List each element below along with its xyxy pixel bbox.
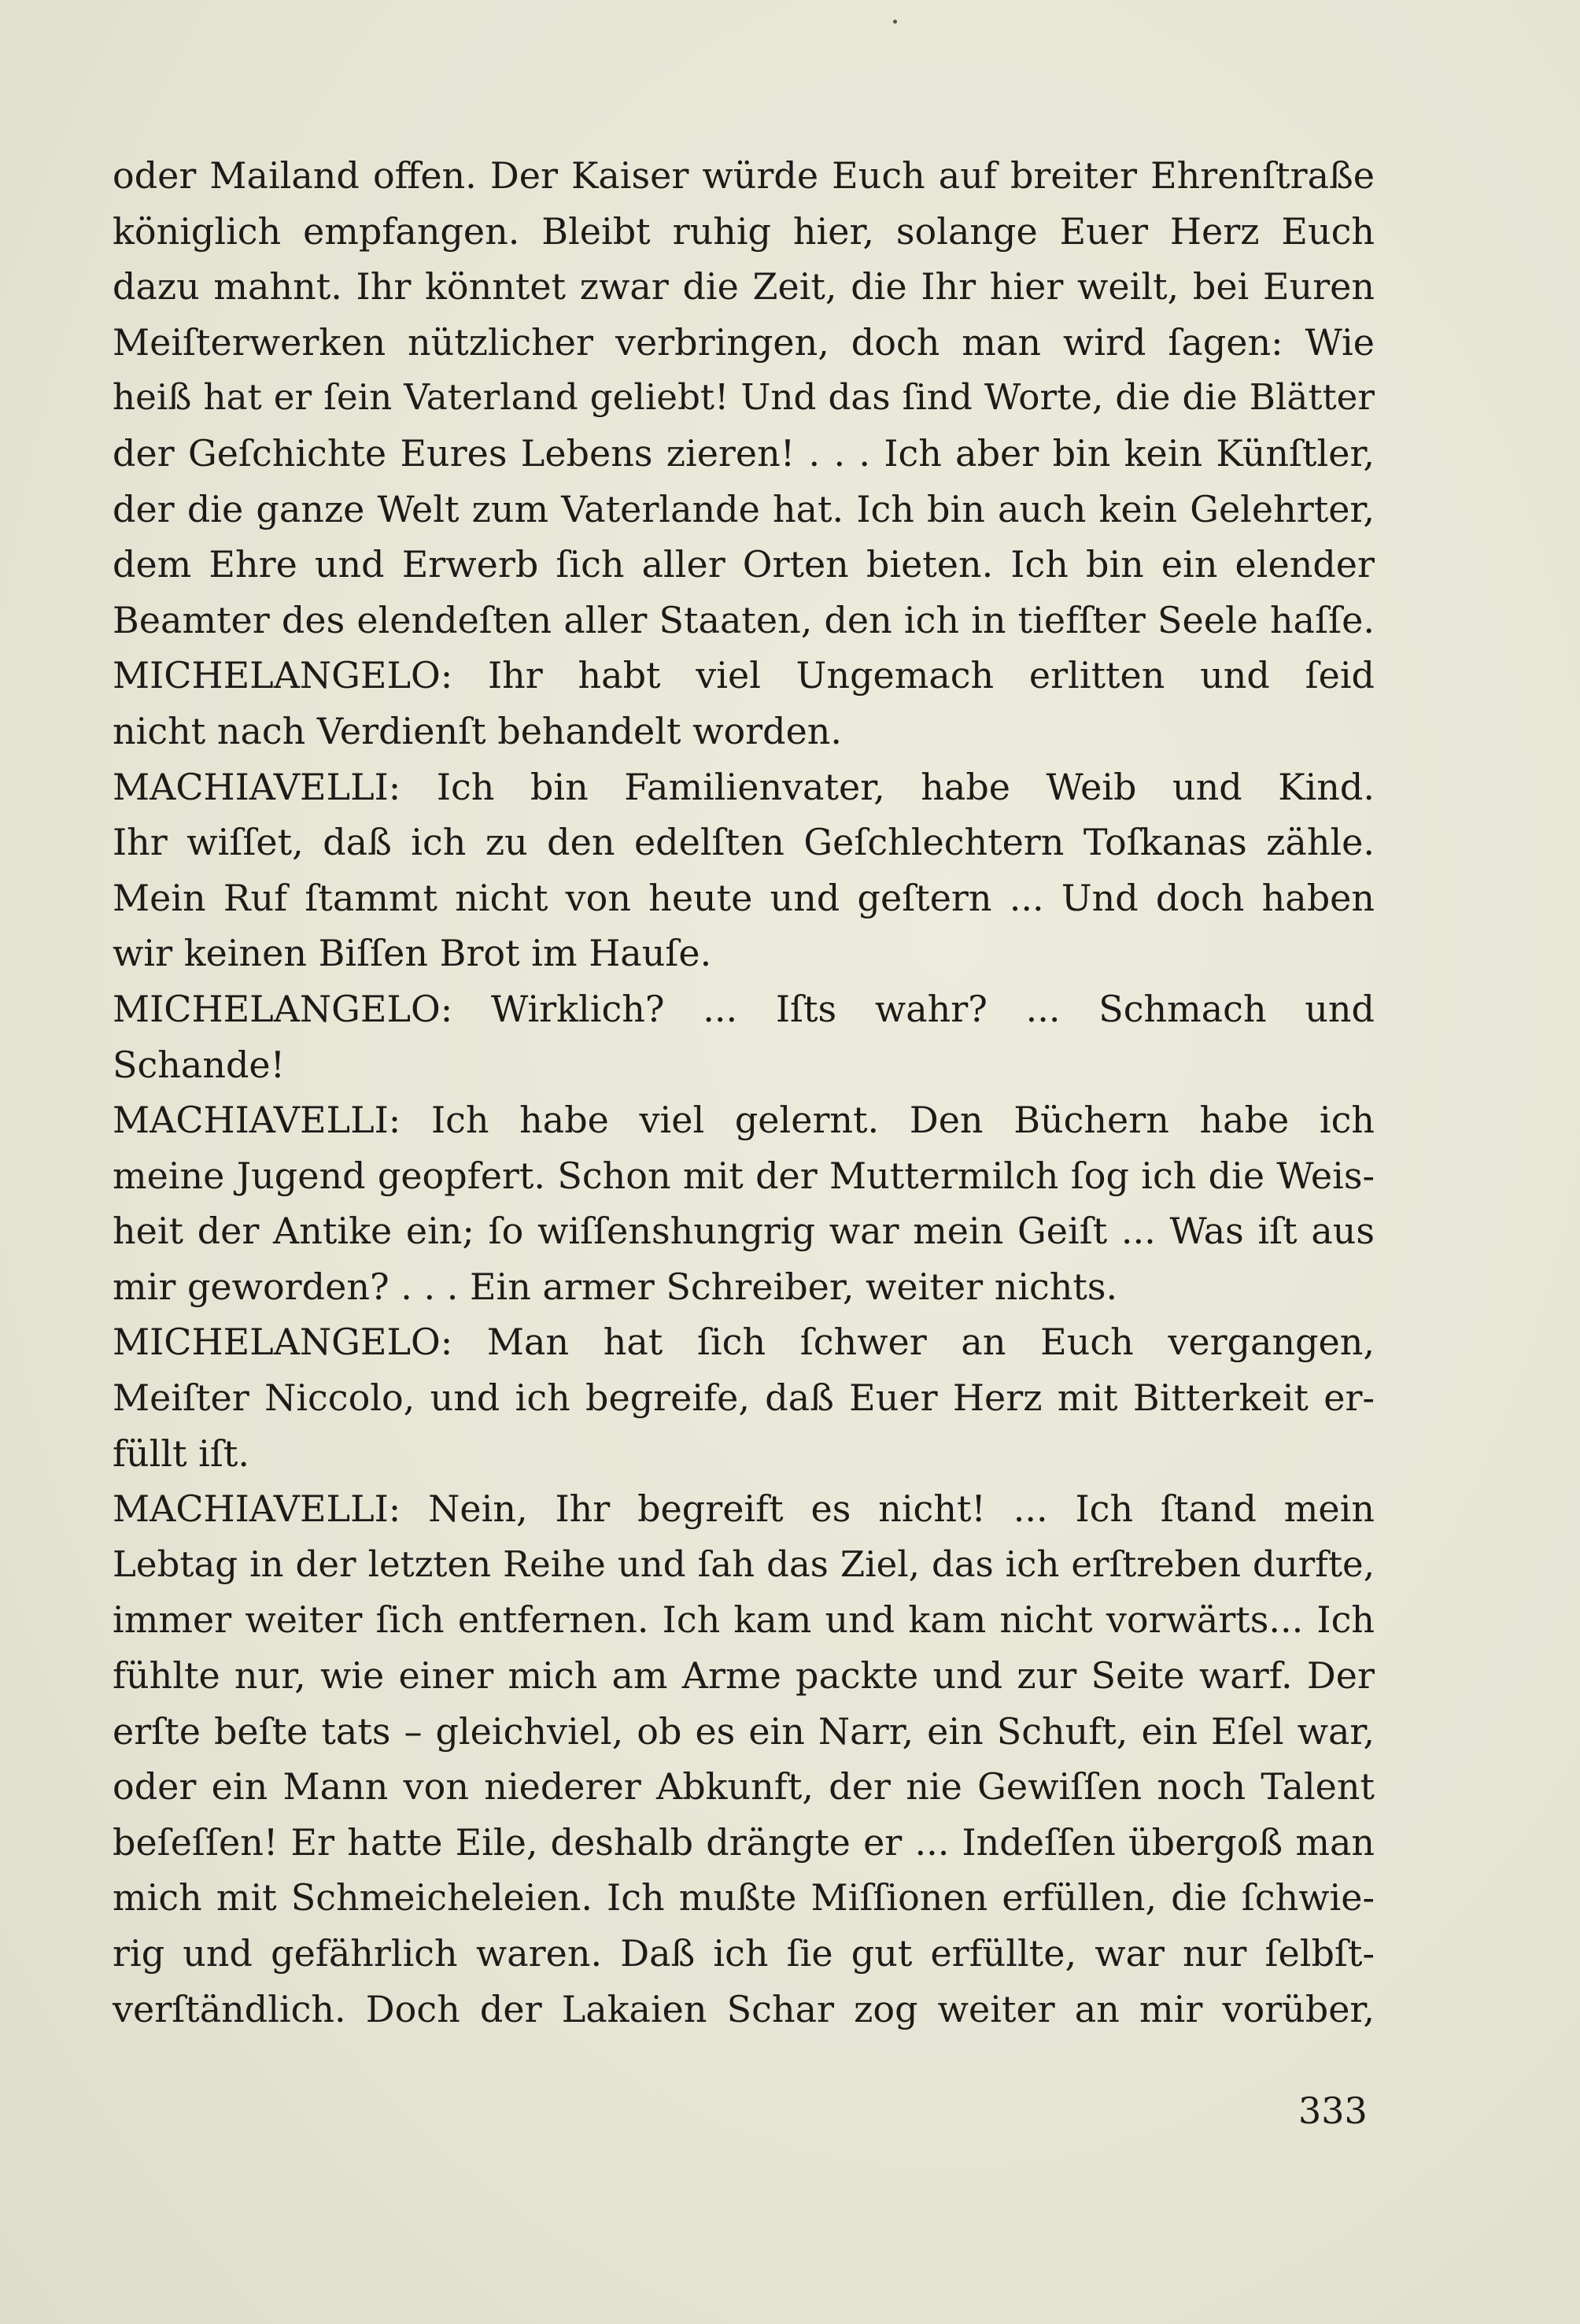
text-line: heiß hat er ſein Vaterland geliebt! Und das ſind Worte, die die Blätter [113, 376, 1375, 419]
text-line: wir keinen Biſſen Brot im Hauſe. [113, 932, 712, 975]
text-line: der die ganze Welt zum Vaterlande hat. Ich bin auch kein Gelehrter, [113, 487, 1375, 530]
page-body [113, 148, 1375, 2037]
text-line: beſeſſen! Er hatte Eile, deshalb drängte er ... Indeſſen übergoß man [113, 1820, 1375, 1864]
text-line: mich mit Schmeicheleien. Ich mußte Miſſionen erfüllen, die ſchwie- [113, 1876, 1375, 1919]
text-line: MACHIAVELLI: Nein, Ihr begreift es nicht! ... Ich ſtand mein [113, 1487, 1375, 1531]
text-line: Beamter des elendeſten aller Staaten, den ich in tiefſter Seele haſſe. [113, 598, 1375, 641]
text-line: oder ein Mann von niederer Abkunft, der nie Gewiſſen noch Talent [113, 1765, 1375, 1809]
paper-speck [893, 20, 897, 24]
page-number: 333 [1298, 2089, 1368, 2132]
text-line: MACHIAVELLI: Ich bin Familienvater, habe Weib und Kind. [113, 765, 1375, 808]
text-line: dazu mahnt. Ihr könntet zwar die Zeit, die Ihr hier weilt, bei Euren [113, 265, 1375, 309]
text-line: der Geſchichte Eures Lebens zieren! . . . Ich aber bin kein Künſtler, [113, 431, 1375, 475]
text-line: nicht nach Verdienſt behandelt worden. [113, 709, 843, 752]
text-line: königlich empfangen. Bleibt ruhig hier, solange Euer Herz Euch [113, 209, 1375, 253]
text-line: Mein Ruf ſtammt nicht von heute und geſtern ... Und doch haben [113, 876, 1375, 919]
text-line: MACHIAVELLI: Ich habe viel gelernt. Den Büchern habe ich [113, 1099, 1375, 1142]
text-line: mir geworden? . . . Ein armer Schreiber, weiter nichts. [113, 1265, 1118, 1308]
text-line: Meiſter Niccolo, und ich begreife, daß Euer Herz mit Bitterkeit er- [113, 1376, 1375, 1420]
text-line: immer weiter ſich entfernen. Ich kam und kam nicht vorwärts... Ich [113, 1598, 1375, 1642]
text-line: verſtändlich. Doch der Lakaien Schar zog weiter an mir vorüber, [113, 1987, 1375, 2030]
text-line: fühlte nur, wie einer mich am Arme packte und zur Seite warf. Der [113, 1654, 1375, 1698]
text-line: MICHELANGELO: Wirklich? ... Iſts wahr? ... Schmach und [113, 987, 1375, 1030]
text-line: erſte beſte tats – gleichviel, ob es ein Narr, ein Schuft, ein Eſel war, [113, 1709, 1375, 1753]
text-line: MICHELANGELO: Ihr habt viel Ungemach erlitten und ſeid [113, 654, 1375, 697]
text-line: oder Mailand offen. Der Kaiser würde Euch auf breiter Ehrenſtraße [113, 154, 1375, 197]
text-line: dem Ehre und Erwerb ſich aller Orten bieten. Ich bin ein elender [113, 543, 1375, 586]
text-line: meine Jugend geopfert. Schon mit der Muttermilch ſog ich die Weis- [113, 1154, 1375, 1197]
text-line: rig und gefährlich waren. Daß ich ſie gut erfüllte, war nur ſelbſt- [113, 1932, 1375, 1975]
text-line: füllt iſt. [113, 1432, 250, 1475]
text-line: Lebtag in der letzten Reihe und ſah das Ziel, das ich erſtreben durfte, [113, 1543, 1375, 1585]
text-line: Meiſterwerken nützlicher verbringen, doch man wird ſagen: Wie [113, 320, 1375, 364]
text-line: MICHELANGELO: Man hat ſich ſchwer an Euch vergangen, [113, 1321, 1375, 1364]
text-line: Schande! [113, 1043, 286, 1086]
text-line: heit der Antike ein; ſo wiſſenshungrig war mein Geiſt ... Was iſt aus [113, 1210, 1375, 1253]
text-line: Ihr wiſſet, daß ich zu den edelſten Geſchlechtern Toſkanas zähle. [113, 821, 1375, 864]
